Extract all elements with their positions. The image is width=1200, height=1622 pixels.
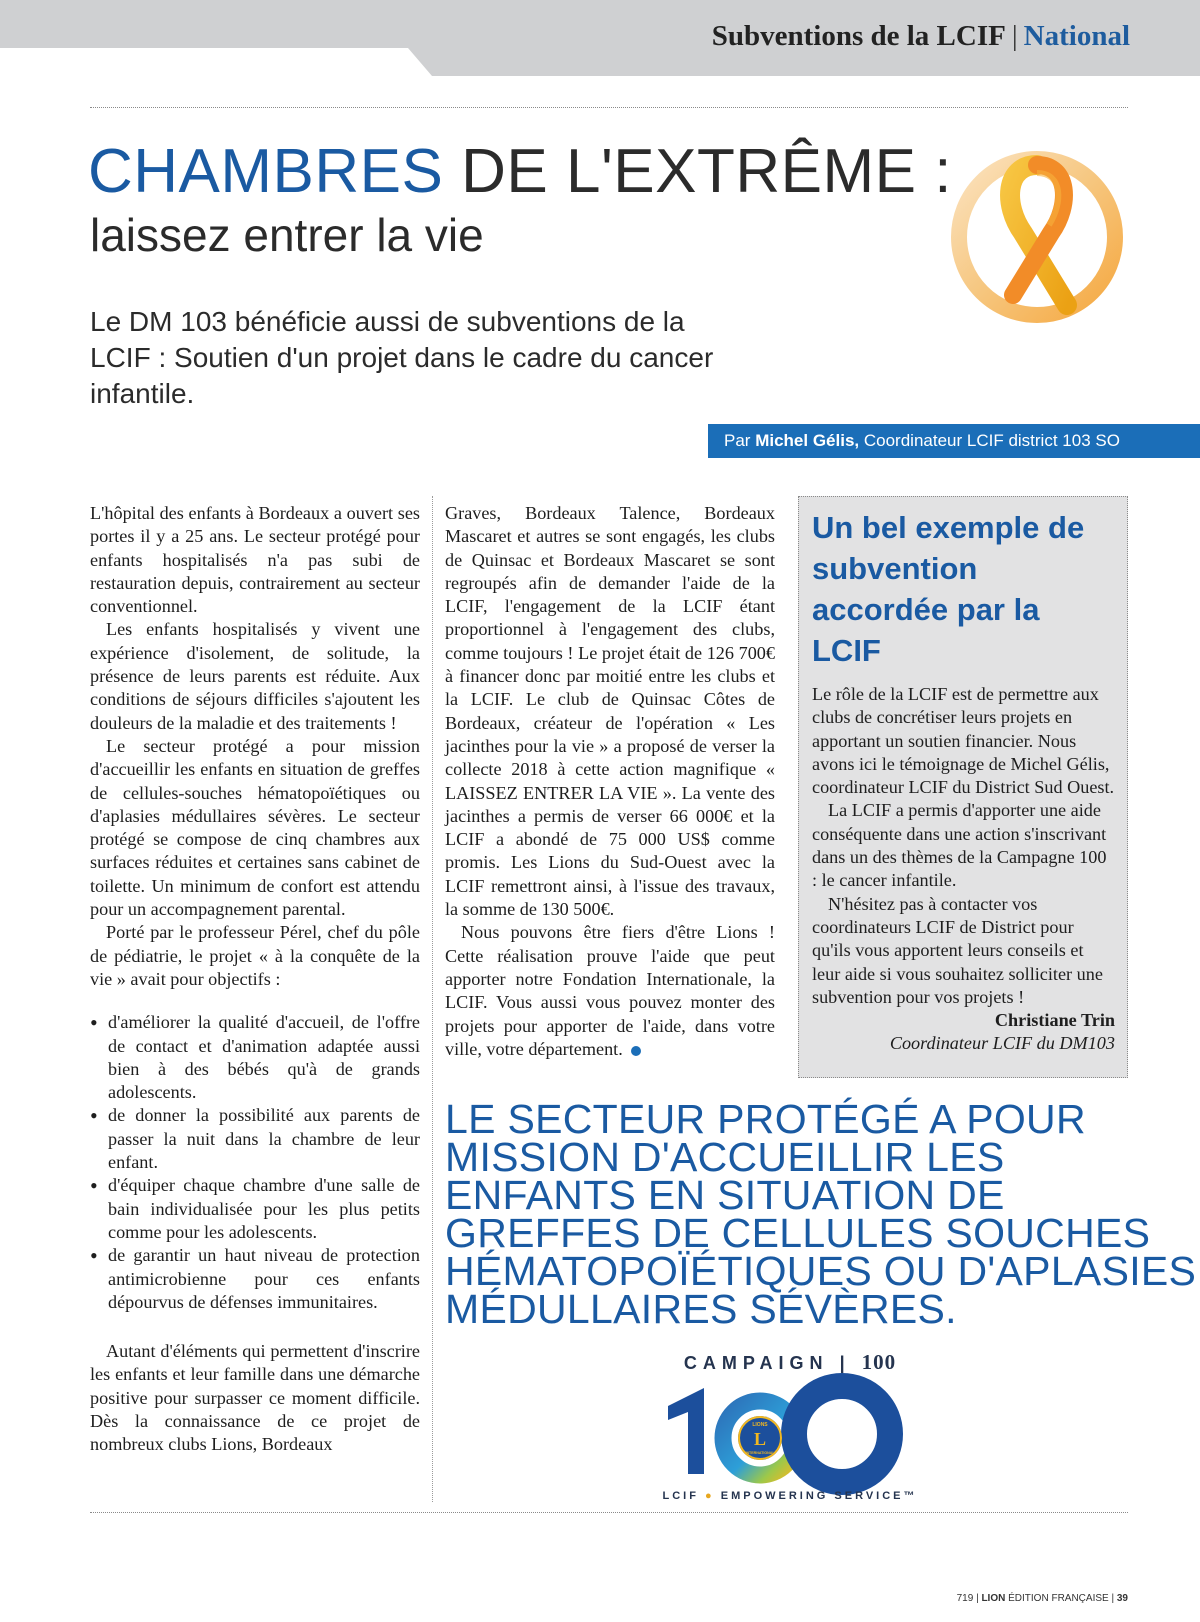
- emblem-letter: L: [753, 1429, 767, 1449]
- sidebar-body: [812, 683, 1115, 1056]
- paragraph: Les enfants hospitalisés y vivent une expérience d'isolement, de solitude, la présence de leurs parents est réduite. Aux conditions de séjours difficiles s'ajoutent les douleurs de la maladie et des traitements !: [90, 619, 420, 733]
- article-title: [88, 138, 952, 206]
- article-subtitle: laissez entrer la vie: [90, 209, 484, 261]
- title-highlight: CHAMBRES: [88, 137, 444, 206]
- footer-edition: ÉDITION FRANÇAISE: [1008, 1593, 1109, 1604]
- paragraph: [445, 921, 775, 1061]
- article-column-2: [445, 502, 775, 1061]
- list-item: • de donner la possibilité aux parents de passer la nuit dans la chambre de leur enfant.: [90, 1104, 420, 1174]
- paragraph: Porté par le professeur Pérel, chef du pôle de pédiatrie, le projet « à la conquête de la vie » avait pour objectifs :: [90, 922, 420, 989]
- tagline-dot-icon: ●: [705, 1490, 715, 1502]
- page-footer: [957, 1593, 1128, 1604]
- objectives-list: [90, 1011, 420, 1314]
- paragraph: L'hôpital des enfants à Bordeaux a ouvert ses portes il y a 25 ans. Le secteur protégé pour enfants hospitalisés n'a pas subi de restauration depuis, contrairement au secteur conventionnel.: [90, 503, 420, 617]
- tagline-left: LCIF: [662, 1490, 699, 1502]
- column-divider: [432, 496, 433, 1502]
- paragraph: N'hésitez pas à contacter vos coordinateurs LCIF de District pour qu'ils vous apportent leurs conseils et leur aide si vous souhaitez solliciter une subvention pour vos projets !: [812, 893, 1103, 1007]
- campaign-tagline: [660, 1490, 920, 1502]
- campaign-separator: |: [839, 1353, 851, 1373]
- byline-prefix: Par: [724, 431, 751, 450]
- campaign-100-logo: [660, 1350, 920, 1510]
- list-item: • d'améliorer la qualité d'accueil, de l'offre de contact et d'animation adaptée aussi bien à des bébés qu'à de grands adolescents.: [90, 1011, 420, 1104]
- closing-paragraph-text: Nous pouvons être fiers d'être Lions ! Cette réalisation prouve l'aide que peut apporter notre Fondation Internationale, la LCIF. Vous aussi vous pouvez monter des projets pour apporter de l'aide, dans votre ville, votre département.: [445, 922, 775, 1059]
- list-item: • de garantir un haut niveau de protection antimicrobienne pour ces enfants dépourvus de défenses immunitaires.: [90, 1244, 420, 1314]
- byline-bar: [708, 424, 1200, 458]
- page-number: 39: [1116, 1593, 1128, 1604]
- signature-name: Christiane Trin: [994, 1010, 1115, 1031]
- paragraph: Autant d'éléments qui permettent d'inscrire les enfants et leur famille dans une démarche positive pour surpasser ce moment difficile. Dès la connaissance de ce projet de nombreux clubs Lions, Bordeaux: [90, 1341, 420, 1455]
- big-100-mark: [660, 1350, 920, 1510]
- emblem-top-text: LIONS: [752, 1422, 768, 1428]
- pull-quote-line: HÉMATOPOÏÉTIQUES OU D'APLASIES: [445, 1248, 1197, 1294]
- pull-quote-line: MÉDULLAIRES SÉVÈRES.: [445, 1286, 957, 1332]
- header-title: [712, 20, 1130, 53]
- lions-emblem-icon: [738, 1416, 782, 1460]
- article-column-1: [90, 502, 420, 1457]
- pull-quote-line: ENFANTS EN SITUATION DE: [445, 1172, 1005, 1218]
- pull-quote-line: MISSION D'ACCUEILLIR LES: [445, 1134, 1005, 1180]
- tagline-trademark: ™: [903, 1490, 918, 1502]
- pull-quote-line: GREFFES DE CELLULES SOUCHES: [445, 1210, 1151, 1256]
- top-divider: [90, 107, 1128, 108]
- signature-role: Coordinateur LCIF du DM103: [889, 1033, 1115, 1054]
- paragraph: Graves, Bordeaux Talence, Bordeaux Mascaret et autres se sont engagés, les clubs de Quinsac et Bordeaux Mascaret se sont regroupés afin de demander l'aide de la LCIF, l'engagement de la LCIF étant proportionnel à l'engagement des clubs, comme toujours ! Le projet était de 126 700€ à financer donc par moitié entre les clubs et la LCIF. Le club de Quinsac Côtes de Bordeaux, créateur de l'opération « Les jacinthes pour la vie » a proposé de verser la collecte 2018 à cette action magnifique « LAISSEZ ENTRER LA VIE ». La vente des jacinthes a permis de verser 66 000€ et la LCIF a abondé de 75 000 US$ comme promis. Les Lions du Sud-Ouest avec la LCIF remettront ainsi, à l'issue des travaux, la somme de 130 500€.: [445, 503, 775, 920]
- footer-separator: |: [1111, 1593, 1115, 1604]
- paragraph: Le rôle de la LCIF est de permettre aux clubs de concrétiser leurs projets en apportant un soutien financier. Nous avons ici le témoignage de Michel Gélis, coordinateur LCIF du District Sud Ouest.: [812, 684, 1115, 798]
- list-item: • d'équiper chaque chambre d'une salle de bain individualisée pour les plus petits comme pour les adolescents.: [90, 1174, 420, 1244]
- header-section-name: Subventions de la LCIF: [711, 20, 1006, 52]
- footer-issue: 719: [956, 1593, 974, 1604]
- paragraph: La LCIF a permis d'apporter une aide conséquente dans une action s'inscrivant dans un des thèmes de la Campagne 100 : le cancer infantile.: [812, 800, 1107, 891]
- header-category: National: [1023, 20, 1130, 52]
- footer-magazine: LION: [981, 1593, 1006, 1604]
- article-lead: Le DM 103 bénéficie aussi de subventions de la LCIF : Soutien d'un projet dans le cadre du cancer infantile.: [90, 306, 714, 409]
- header-separator: |: [1011, 20, 1018, 52]
- end-of-article-icon: [631, 1046, 641, 1056]
- campaign-number: 100: [861, 1350, 897, 1374]
- footer-separator: |: [976, 1593, 979, 1604]
- sidebar-box: [798, 496, 1128, 1078]
- sidebar-title: Un bel exemple de subvention accordée par la LCIF: [812, 510, 1085, 668]
- emblem-bottom-text: INTERNATIONAL: [745, 1451, 775, 1455]
- title-rest: DE L'EXTRÊME :: [461, 137, 952, 206]
- tagline-right: EMPOWERING SERVICE: [720, 1490, 904, 1502]
- byline-author: Michel Gélis,: [755, 431, 860, 450]
- pull-quote-line: LE SECTEUR PROTÉGÉ A POUR: [445, 1096, 1086, 1142]
- pull-quote: [445, 1096, 1197, 1332]
- paragraph: Le secteur protégé a pour mission d'accueillir les enfants en situation de greffes de cellules-souches hématopoïétiques ou d'aplasies médullaires sévères. Le secteur protégé se compose de cinq chambres aux surfaces réduites et certaines sans cabinet de toilette. Un minimum de confort est attendu pour un accompagnement parental.: [90, 735, 420, 920]
- campaign-word: CAMPAIGN: [683, 1353, 829, 1373]
- childhood-cancer-ribbon-icon: [945, 145, 1130, 330]
- bottom-divider: [90, 1512, 1128, 1513]
- byline-role: Coordinateur LCIF district 103 SO: [863, 431, 1120, 450]
